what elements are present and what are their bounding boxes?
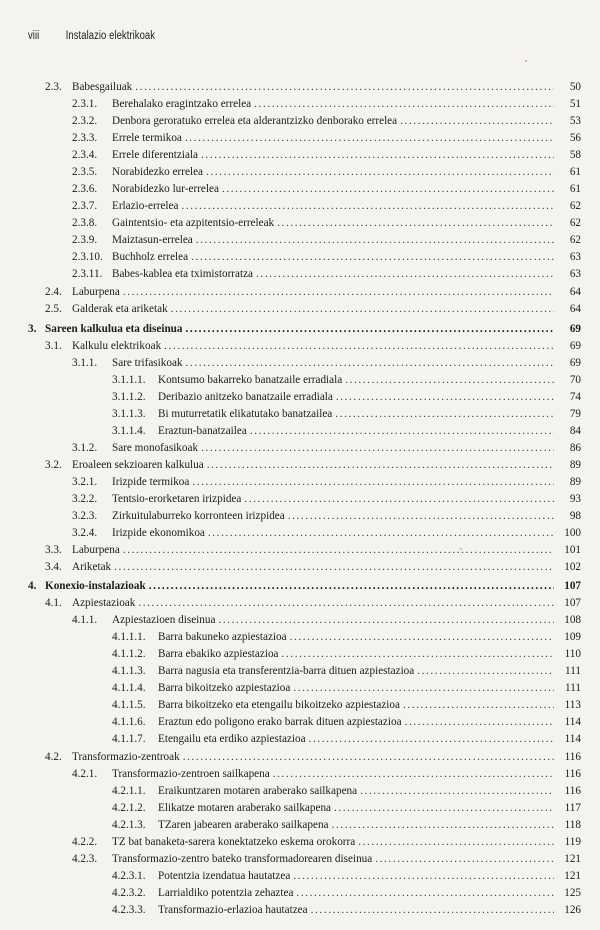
toc-entry-title: Eraztun-banatzailea: [158, 425, 247, 437]
toc-entry-title: Babesgailuak: [72, 81, 133, 93]
toc-entry-page: 79: [569, 408, 581, 420]
toc-entry-number: 4.1.1.5.: [112, 699, 146, 711]
toc-entry-number: 2.3.6.: [72, 183, 98, 195]
toc-entry-number: 3.2.2.: [72, 493, 98, 505]
leader-dots: [332, 818, 554, 833]
toc-entry-number: 2.3.8.: [72, 217, 98, 229]
toc-entry: [72, 475, 581, 490]
toc-entry: [72, 852, 581, 867]
toc-entry-page: 111: [565, 682, 581, 694]
toc-entry-title: Eraikuntzaren motaren araberako sailkapena: [158, 785, 358, 797]
leader-dots: [256, 267, 554, 282]
toc-entry-number: 3.2.1.: [72, 476, 98, 488]
toc-entry-page: 62: [569, 217, 581, 229]
toc-entry-title: Maiztasun-errelea: [112, 234, 193, 246]
leader-dots: [201, 148, 554, 163]
toc-entry-number: 2.3.: [45, 81, 62, 93]
leader-dots: [277, 216, 554, 231]
toc-entry-title: Larrialdiko potentzia zehaztea: [158, 887, 294, 899]
toc-entry-number: 3.1.1.: [72, 357, 98, 369]
toc-entry-title: Deribazio anitzeko banatzaile erradiala: [158, 391, 333, 403]
toc-entry-number: 3.4.: [45, 561, 62, 573]
toc-entry-page: 63: [569, 268, 581, 280]
toc-entry: [72, 613, 581, 628]
toc-entry-page: 58: [569, 149, 581, 161]
leader-dots: [244, 492, 554, 507]
toc-entry-number: 4.1.1.1.: [112, 631, 146, 643]
toc-entry-number: 4.1.1.7.: [112, 733, 146, 745]
toc-entry-number: 4.1.1.: [72, 614, 98, 626]
toc-entry-title: Tentsio-erorketaren irizpidea: [112, 493, 242, 505]
toc-entry-title: Sareen kalkulua eta diseinua: [45, 323, 183, 335]
leader-dots: [123, 543, 554, 558]
toc-entry-title: Buchholz errelea: [112, 251, 189, 263]
toc-entry: [72, 97, 581, 112]
toc-entry-page: 64: [569, 286, 581, 298]
toc-entry-page: 69: [569, 357, 581, 369]
toc-entry-page: 121: [564, 853, 581, 865]
leader-dots: [345, 373, 554, 388]
toc-entry-title: Eroaleen sekzioaren kalkulua: [72, 459, 204, 471]
toc-entry: [112, 390, 581, 405]
leader-dots: [273, 767, 554, 782]
leader-dots: [181, 199, 554, 214]
toc-entry: [72, 356, 581, 371]
leader-dots: [293, 869, 554, 884]
toc-entry-page: 121: [564, 870, 581, 882]
toc-entry-page: 113: [564, 699, 581, 711]
toc-entry-number: 3.2.4.: [72, 527, 98, 539]
toc-entry: [45, 560, 581, 575]
toc-entry-number: 4.1.: [45, 597, 62, 609]
leader-dots: [164, 339, 554, 354]
leader-dots: [405, 715, 554, 730]
toc-entry-page: 107: [564, 597, 581, 609]
leader-dots: [218, 613, 554, 628]
toc-entry: [72, 767, 581, 782]
toc-entry: [28, 579, 581, 594]
toc-entry-title: Gaintentsio- eta azpitentsio-erreleak: [112, 217, 275, 229]
toc-entry: [72, 441, 581, 456]
toc-entry-page: 100: [564, 527, 581, 539]
toc-entry: [112, 715, 581, 730]
toc-entry-number: 3.1.: [45, 340, 62, 352]
toc-entry: [72, 182, 581, 197]
toc-entry-title: Eraztun edo poligono erako barrak dituen azpiestazioa: [158, 716, 402, 728]
leader-dots: [403, 698, 554, 713]
toc-entry-title: Sare trifasikoak: [112, 357, 183, 369]
toc-entry-page: 102: [564, 561, 581, 573]
toc-entry-title: Irizpide termikoa: [112, 476, 190, 488]
toc-entry-page: 98: [569, 510, 581, 522]
leader-dots: [208, 526, 554, 541]
leader-dots: [250, 424, 554, 439]
toc-entry-number: 4.2.1.1.: [112, 785, 146, 797]
toc-entry-title: Potentzia izendatua hautatzea: [158, 870, 291, 882]
toc-entry-title: Elikatze motaren araberako sailkapena: [158, 802, 332, 814]
toc-entry: [72, 114, 581, 129]
toc-entry-number: 4.1.1.4.: [112, 682, 146, 694]
toc-entry-page: 62: [569, 200, 581, 212]
toc-entry-page: 69: [569, 340, 581, 352]
toc-entry-title: Barra ebakiko azpiestazioa: [158, 648, 279, 660]
toc-entry-number: 2.3.3.: [72, 132, 98, 144]
leader-dots: [293, 681, 554, 696]
toc-entry-number: 4.: [28, 580, 37, 592]
toc-entry-number: 4.2.3.3.: [112, 904, 146, 916]
leader-dots: [114, 560, 554, 575]
toc-entry-title: Norabidezko errelea: [112, 166, 203, 178]
toc-entry-page: 118: [564, 819, 581, 831]
toc-entry-page: 111: [565, 665, 581, 677]
toc-entry-page: 64: [569, 303, 581, 315]
toc-entry-number: 3.3.: [45, 544, 62, 556]
toc-entry: [45, 302, 581, 317]
toc-entry-number: 4.2.: [45, 751, 62, 763]
toc-entry: [72, 165, 581, 180]
toc-entry-page: 70: [569, 374, 581, 386]
toc-entry-page: 110: [564, 648, 581, 660]
leader-dots: [335, 407, 554, 422]
leader-dots: [336, 390, 554, 405]
toc-entry-title: Transformazio-zentro bateko transformadorearen diseinua: [112, 853, 373, 865]
toc-entry-number: 4.2.3.2.: [112, 887, 146, 899]
toc-entry-title: Barra bakuneko azpiestazioa: [158, 631, 287, 643]
leader-dots: [171, 302, 554, 317]
toc-entry: [45, 80, 581, 95]
toc-entry-number: 2.3.5.: [72, 166, 98, 178]
toc-entry-page: 89: [569, 476, 581, 488]
toc-entry-page: 125: [564, 887, 581, 899]
leader-dots: [138, 596, 554, 611]
leader-dots: [183, 750, 554, 765]
toc-entry: [45, 596, 581, 611]
toc-entry-number: 4.2.1.: [72, 768, 98, 780]
toc-entry-title: Transformazio-zentroen sailkapena: [112, 768, 270, 780]
toc-entry-title: Berehalako eragintzako errelea: [112, 98, 252, 110]
toc-entry-page: 84: [569, 425, 581, 437]
toc-entry-number: 2.3.1.: [72, 98, 98, 110]
toc-entry-title: Konexio-instalazioak: [45, 580, 146, 592]
leader-dots: [201, 441, 554, 456]
toc-entry-page: 126: [564, 904, 581, 916]
leader-dots: [186, 322, 555, 337]
leader-dots: [185, 131, 554, 146]
toc-entry-title: Ariketak: [72, 561, 112, 573]
toc-entry: [112, 886, 581, 901]
toc-entry-page: 69: [569, 323, 581, 335]
toc-entry: [112, 407, 581, 422]
toc-entry-number: 3.1.2.: [72, 442, 98, 454]
toc-entry-number: 3.1.1.2.: [112, 391, 146, 403]
toc-entry: [45, 285, 581, 300]
leader-dots: [358, 835, 554, 850]
toc-entry-page: 50: [569, 81, 581, 93]
toc-entry-number: 2.3.11.: [72, 268, 103, 280]
toc-entry-title: Galderak eta ariketak: [72, 303, 168, 315]
leader-dots: [375, 852, 554, 867]
toc-entry-title: Transformazio-zentroak: [72, 751, 180, 763]
toc-entry-page: 114: [564, 716, 581, 728]
toc-entry: [45, 458, 581, 473]
toc-entry-title: Barra nagusia eta transferentzia-barra dituen azpiestazioa: [158, 665, 415, 677]
toc-entry: [72, 526, 581, 541]
toc-entry: [112, 424, 581, 439]
toc-entry-page: 56: [569, 132, 581, 144]
toc-entry-title: TZ bat banaketa-sarera konektatzeko eskema orokorra: [112, 836, 356, 848]
toc-entry: [112, 732, 581, 747]
toc-entry-title: Errele termikoa: [112, 132, 182, 144]
toc-entry: [112, 647, 581, 662]
toc-entry-number: 4.1.1.3.: [112, 665, 146, 677]
toc-entry-title: TZaren jabearen araberako sailkapena: [158, 819, 329, 831]
leader-dots: [149, 579, 554, 594]
toc-entry-number: 4.2.3.: [72, 853, 98, 865]
toc-entry: [112, 784, 581, 799]
toc-entry-title: Bi muturretatik elikatutako banatzailea: [158, 408, 333, 420]
leader-dots: [191, 250, 554, 265]
toc-entry-title: Zirkuitulaburreko korronteen irizpidea: [112, 510, 285, 522]
leader-dots: [123, 285, 554, 300]
toc-entry-title: Kalkulu elektrikoak: [72, 340, 162, 352]
toc-entry-number: 2.3.7.: [72, 200, 98, 212]
toc-entry: [72, 216, 581, 231]
toc-entry-page: 62: [569, 234, 581, 246]
toc-entry: [72, 148, 581, 163]
toc-entry-page: 108: [564, 614, 581, 626]
toc-entry-page: 89: [569, 459, 581, 471]
toc-entry-page: 51: [569, 98, 581, 110]
toc-entry: [72, 267, 581, 282]
toc-entry-title: Babes-kablea eta tximistorratza: [112, 268, 254, 280]
toc-entry-number: 2.4.: [45, 286, 62, 298]
toc-entry-page: 117: [564, 802, 581, 814]
toc-entry-number: 2.3.4.: [72, 149, 98, 161]
leader-dots: [311, 903, 554, 918]
toc-entry-title: Transformazio-erlazioa hautatzea: [158, 904, 308, 916]
toc-entry-page: 101: [564, 544, 581, 556]
leader-dots: [290, 630, 554, 645]
toc-entry: [45, 543, 581, 558]
toc-entry-page: 86: [569, 442, 581, 454]
toc-entry: [112, 664, 581, 679]
leader-dots: [360, 784, 554, 799]
toc-entry-page: 119: [564, 836, 581, 848]
toc-entry-title: Azpiestazioak: [72, 597, 136, 609]
toc-entry: [112, 869, 581, 884]
toc-entry: [72, 250, 581, 265]
toc-entry: [72, 509, 581, 524]
toc-entry-number: 4.2.1.2.: [112, 802, 146, 814]
toc-entry-number: 3.2.: [45, 459, 62, 471]
leader-dots: [309, 732, 554, 747]
toc-entry-page: 107: [564, 580, 581, 592]
toc-entry-title: Errele diferentziala: [112, 149, 199, 161]
leader-dots: [400, 114, 554, 129]
toc-entry-title: Sare monofasikoak: [112, 442, 199, 454]
toc-entry: [112, 801, 581, 816]
toc-entry-number: 2.5.: [45, 303, 62, 315]
leader-dots: [417, 664, 554, 679]
toc-entry-page: 116: [564, 785, 581, 797]
leader-dots: [222, 182, 554, 197]
leader-dots: [186, 356, 554, 371]
page-header: [28, 30, 155, 42]
toc-entry-page: 61: [569, 183, 581, 195]
toc-entry: [45, 339, 581, 354]
toc-entry-number: 4.2.3.1.: [112, 870, 146, 882]
toc-entry: [112, 373, 581, 388]
toc-entry: [112, 630, 581, 645]
toc-entry-page: 114: [564, 733, 581, 745]
toc-entry-number: 4.1.1.2.: [112, 648, 146, 660]
toc-entry-page: 109: [564, 631, 581, 643]
toc-entry-title: Kontsumo bakarreko banatzaile erradiala: [158, 374, 343, 386]
toc-entry-number: 2.3.10.: [72, 251, 103, 263]
leader-dots: [206, 165, 554, 180]
toc-entry: [72, 233, 581, 248]
toc-entry: [112, 818, 581, 833]
toc-entry: [72, 492, 581, 507]
toc-entry: [45, 750, 581, 765]
toc-entry-number: 2.3.2.: [72, 115, 98, 127]
toc-entry-title: Barra bikoitzeko eta etengailu bikoitzeko azpiestazioa: [158, 699, 400, 711]
toc-entry-title: Erlazio-errelea: [112, 200, 179, 212]
leader-dots: [135, 80, 554, 95]
leader-dots: [334, 801, 554, 816]
toc-entry-title: Norabidezko lur-errelea: [112, 183, 219, 195]
toc-entry-page: 53: [569, 115, 581, 127]
toc-entry-page: 74: [569, 391, 581, 403]
toc-entry-title: Barra bikoitzeko azpiestazioa: [158, 682, 291, 694]
running-title: Instalazio elektrikoak: [65, 30, 156, 42]
toc-entry-page: 116: [564, 768, 581, 780]
toc-entry-number: 2.3.9.: [72, 234, 98, 246]
toc-entry: [72, 199, 581, 214]
toc-entry-page: 93: [569, 493, 581, 505]
toc-entry: [72, 835, 581, 850]
toc-entry-title: Laburpena: [72, 286, 120, 298]
toc-entry: [28, 322, 581, 337]
toc-entry: [112, 698, 581, 713]
toc-entry: [112, 681, 581, 696]
toc-entry-title: Denbora geroratuko errelea eta alderantzizko denborako errelea: [112, 115, 398, 127]
toc-entry-number: 4.2.2.: [72, 836, 98, 848]
toc-entry-number: 4.2.1.3.: [112, 819, 146, 831]
leader-dots: [192, 475, 554, 490]
leader-dots: [196, 233, 554, 248]
leader-dots: [207, 458, 554, 473]
toc-entry-page: 61: [569, 166, 581, 178]
toc-entry-number: 3.1.1.1.: [112, 374, 146, 386]
toc-entry-title: Laburpena: [72, 544, 120, 556]
leader-dots: [282, 647, 554, 662]
toc-entry-title: Etengailu eta erdiko azpiestazioa: [158, 733, 306, 745]
toc-entry-number: 4.1.1.6.: [112, 716, 146, 728]
page-number: viii: [28, 30, 40, 42]
toc-entry-title: Irizpide ekonomikoa: [112, 527, 205, 539]
leader-dots: [296, 886, 554, 901]
toc-entry-number: 3.1.1.4.: [112, 425, 146, 437]
toc-entry-number: 3.1.1.3.: [112, 408, 146, 420]
toc-entry: [112, 903, 581, 918]
toc-entry-page: 63: [569, 251, 581, 263]
leader-dots: [254, 97, 554, 112]
leader-dots: [288, 509, 554, 524]
toc-entry-title: Azpiestazioen diseinua: [112, 614, 216, 626]
toc-entry-number: 3.: [28, 323, 37, 335]
toc-entry-number: 3.2.3.: [72, 510, 98, 522]
toc-entry-page: 116: [564, 751, 581, 763]
toc-entry: [72, 131, 581, 146]
